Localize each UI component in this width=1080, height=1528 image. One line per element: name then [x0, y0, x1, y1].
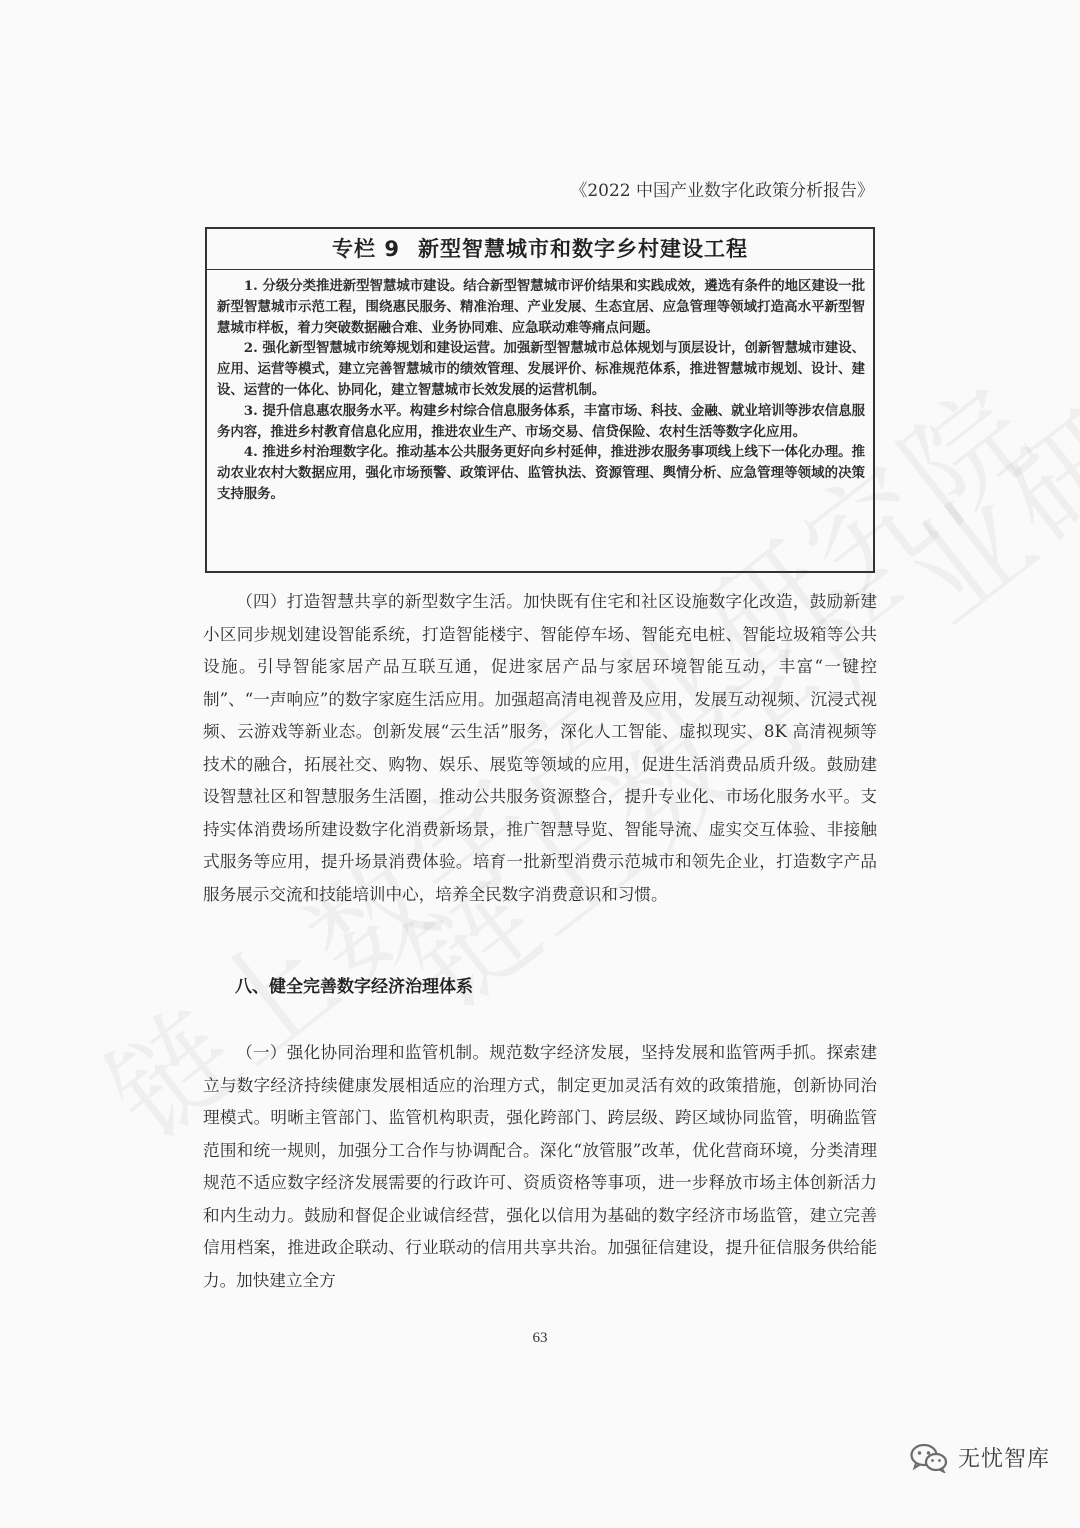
feature-box	[205, 227, 875, 573]
wechat-icon	[910, 1443, 948, 1473]
paragraph-8-1: （一）强化协同治理和监管机制。规范数字经济发展，坚持发展和监管两手抓。探索建立与数字经济持续健康发展相适应的治理方式，制定更加灵活有效的政策措施，创新协同治理模式。明晰主管部门、监管机构职责，强化跨部门、跨层级、跨区域协同监管，明确监管范围和统一规则，加强分工合作与协调配合。深化“放管服”改革，优化营商环境，分类清理规范不适应数字经济发展需要的行政许可、资质资格等事项，进一步释放市场主体创新活力和内生动力。鼓励和督促企业诚信经营，强化以信用为基础的数字经济市场监管，建立完善信用档案，推进政企联动、行业联动的信用共享共治。加强征信建设，提升征信服务供给能力。加快建立全方	[203, 1043, 877, 1290]
feature-item-3: 3. 提升信息惠农服务水平。构建乡村综合信息服务体系，丰富市场、科技、金融、就业培训等涉农信息服务内容，推进乡村教育信息化应用，推进农业生产、市场交易、信贷保险、农村生活等数字化应用。	[217, 402, 866, 440]
paragraph-4: （四）打造智慧共享的新型数字生活。加快既有住宅和社区设施数字化改造，鼓励新建小区同步规划建设智能系统，打造智能楼宇、智能停车场、智能充电桩、智能垃圾箱等公共设施。引导智能家居产品互联互通，促进家居产品与家居环境智能互动，丰富“一键控制”、“一声响应”的数字家庭生活应用。加强超高清电视普及应用，发展互动视频、沉浸式视频、云游戏等新业态。创新发展“云生活”服务，深化人工智能、虚拟现实、8K 高清视频等技术的融合，拓展社交、购物、娱乐、展览等领域的应用，促进生活消费品质升级。鼓励建设智慧社区和智慧服务生活圈，推动公共服务资源整合，提升专业化、市场化服务水平。支持实体消费场所建设数字化消费新场景，推广智慧导览、智能导流、虚实交互体验、非接触式服务等应用，提升场景消费体验。培育一批新型消费示范城市和领先企业，打造数字产品服务展示交流和技能培训中心，培养全民数字消费意识和习惯。	[203, 592, 877, 904]
feature-box-title	[207, 229, 873, 270]
feature-box-label: 专栏 9	[332, 237, 400, 261]
section-heading: 八、健全完善数字经济治理体系	[235, 977, 473, 997]
report-header: 《2022 中国产业数字化政策分析报告》	[570, 181, 874, 201]
brand-name: 无忧智库	[957, 1447, 1050, 1472]
feature-item-4: 4. 推进乡村治理数字化。推动基本公共服务更好向乡村延伸，推进涉农服务事项线上线下一体化办理。推动农业农村大数据应用，强化市场预警、政策评估、监管执法、资源管理、舆情分析、应急管理等领域的决策支持服务。	[217, 444, 866, 502]
feature-item-1: 1. 分级分类推进新型智慧城市建设。结合新型智慧城市评价结果和实践成效，遴选有条件的地区建设一批新型智慧城市示范工程，围绕惠民服务、精准治理、产业发展、生态宜居、应急管理等领域打造高水平新型智慧城市样板，着力突破数据融合难、业务协同难、应急联动难等痛点问题。	[217, 278, 866, 336]
feature-box-heading: 新型智慧城市和数字乡村建设工程	[417, 237, 748, 261]
feature-item-2: 2. 强化新型智慧城市统筹规划和建设运营。加强新型智慧城市总体规划与顶层设计，创新智慧城市建设、应用、运营等模式，建立完善智慧城市的绩效管理、发展评价、标准规范体系，推进智慧城市规划、设计、建设、运营的一体化、协同化，建立智慧城市长效发展的运营机制。	[217, 340, 866, 398]
page-number: 63	[532, 1330, 548, 1346]
feature-box-body	[207, 270, 873, 505]
brand-watermark	[910, 1442, 1050, 1473]
paragraph-digital-life	[203, 586, 877, 911]
paragraph-governance	[203, 1037, 877, 1297]
